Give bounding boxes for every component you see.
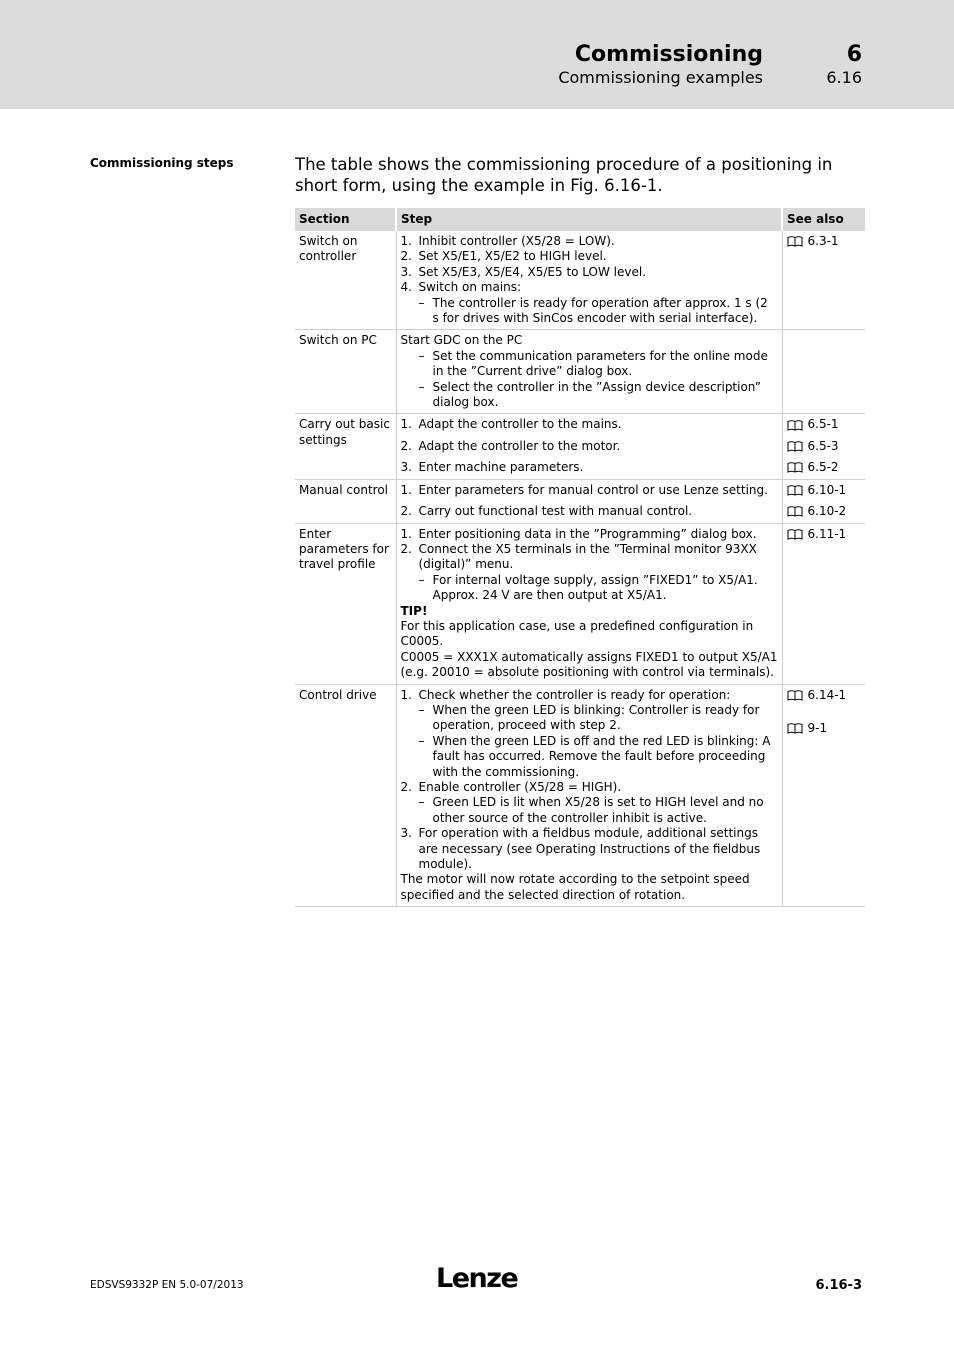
book-icon [787, 506, 803, 517]
sub-item: – For internal voltage supply, assign ”FIXED1” to X5/A1. Approx. 24 V are then output at X5/A1. [418, 572, 758, 603]
page-number: 6.16-3 [815, 1278, 862, 1293]
table-row [295, 414, 865, 479]
step-item: 3. Enter machine parameters. [400, 460, 584, 475]
commissioning-table [295, 208, 865, 907]
step-item: 2. Adapt the controller to the motor. [400, 438, 621, 453]
side-heading: Commissioning steps [90, 156, 234, 170]
see-also-cell [782, 479, 865, 523]
sub-item: – Green LED is lit when X5/28 is set to HIGH level and no other source of the controller inhibit is active. [418, 795, 764, 825]
table-header-row [295, 208, 865, 231]
chapter-title: Commissioning [574, 42, 763, 67]
table-row [295, 231, 865, 330]
lenze-logo: Lenze [436, 1263, 518, 1294]
sub-item: – When the green LED is blinking: Controller is ready for operation, proceed with step 2. [418, 702, 760, 733]
step-item: 2. Carry out functional test with manual control. [400, 504, 693, 519]
column-header-see-also: See also [782, 208, 865, 231]
table-row [295, 523, 865, 684]
section-cell: Switch on controller [295, 231, 396, 330]
section-cell: Enter parameters for travel profile [295, 523, 396, 684]
sub-item: – The controller is ready for operation after approx. 1 s (2 s for drives with SinCos encoder with serial interface). [418, 295, 768, 326]
page-reference: 6.10-1 [787, 483, 862, 498]
page-reference: 9-1 [787, 721, 862, 736]
step-item: 1. Adapt the controller to the mains. [400, 417, 622, 432]
tip-label: TIP! [400, 603, 428, 618]
step-item: 1. Check whether the controller is ready for operation: [400, 687, 731, 702]
see-also-cell [782, 231, 865, 330]
page-reference: 6.5-3 [787, 439, 862, 454]
book-icon [787, 462, 803, 473]
intro-paragraph: The table shows the commissioning procedure of a positioning in short form, using the example in Fig. 6.16-1. [295, 155, 833, 195]
chapter-number: 6 [846, 42, 862, 67]
book-icon [787, 485, 803, 496]
section-number: 6.16 [826, 68, 862, 87]
page-reference: 6.5-1 [787, 417, 862, 432]
see-also-cell [782, 330, 865, 414]
page-reference: 6.5-2 [787, 460, 862, 475]
page-reference: 6.10-2 [787, 504, 862, 519]
page-reference: 6.14-1 [787, 688, 862, 703]
table-row [295, 330, 865, 414]
tip-text: For this application case, use a predefined configuration in C0005. [400, 618, 754, 649]
book-icon [787, 236, 803, 247]
book-icon [787, 420, 803, 431]
step-cell [396, 330, 782, 414]
step-item: 2. Connect the X5 terminals in the ”Terminal monitor 93XX (digital)” menu. [400, 541, 757, 572]
closing-note: The motor will now rotate according to the setpoint speed specified and the selected direction of rotation. [400, 872, 750, 902]
step-cell [396, 231, 782, 330]
book-icon [787, 529, 803, 540]
step-cell [396, 414, 782, 479]
step-item: 1. Enter positioning data in the ”Programming” dialog box. [400, 526, 757, 541]
step-cell [396, 523, 782, 684]
table-row [295, 479, 865, 523]
see-also-cell [782, 414, 865, 479]
step-item: 2. Enable controller (X5/28 = HIGH). [400, 780, 622, 794]
page-header [0, 0, 954, 109]
step-item: 4. Switch on mains: [400, 280, 522, 295]
book-icon [787, 441, 803, 452]
table-row [295, 684, 865, 907]
step-item: 2. Set X5/E1, X5/E2 to HIGH level. [400, 249, 607, 264]
section-cell: Manual control [295, 479, 396, 523]
column-header-step: Step [396, 208, 782, 231]
section-title: Commissioning examples [558, 68, 763, 87]
step-item: 1. Enter parameters for manual control or use Lenze setting. [400, 482, 768, 497]
sub-item: – Select the controller in the ”Assign device description” dialog box. [418, 379, 761, 410]
see-also-cell [782, 684, 865, 907]
section-cell: Control drive [295, 684, 396, 907]
document-id: EDSVS9332P EN 5.0-07/2013 [90, 1279, 244, 1291]
column-header-section: Section [295, 208, 396, 231]
sub-item: – Set the communication parameters for the online mode in the ”Current drive” dialog box. [418, 348, 768, 379]
step-item: 1. Inhibit controller (X5/28 = LOW). [400, 234, 615, 248]
step-cell [396, 684, 782, 907]
book-icon [787, 690, 803, 701]
book-icon [787, 723, 803, 734]
page-reference: 6.3-1 [787, 234, 862, 249]
page-reference: 6.11-1 [787, 527, 862, 542]
step-item: 3. Set X5/E3, X5/E4, X5/E5 to LOW level. [400, 264, 647, 279]
sub-item: – When the green LED is off and the red LED is blinking: A fault has occurred. Remove the fault before proceeding with the commissioning. [418, 733, 771, 779]
section-cell: Switch on PC [295, 330, 396, 414]
section-cell: Carry out basic settings [295, 414, 396, 479]
tip-text: C0005 = XXX1X automatically assigns FIXED1 to output X5/A1 (e.g. 20010 = absolute positioning with control via terminals). [400, 649, 778, 680]
step-item: 3. For operation with a fieldbus module, additional settings are necessary (see Operating Instructions of the fieldbus module). [400, 826, 761, 872]
see-also-cell [782, 523, 865, 684]
step-cell [396, 479, 782, 523]
step-lead: Start GDC on the PC [400, 333, 523, 348]
